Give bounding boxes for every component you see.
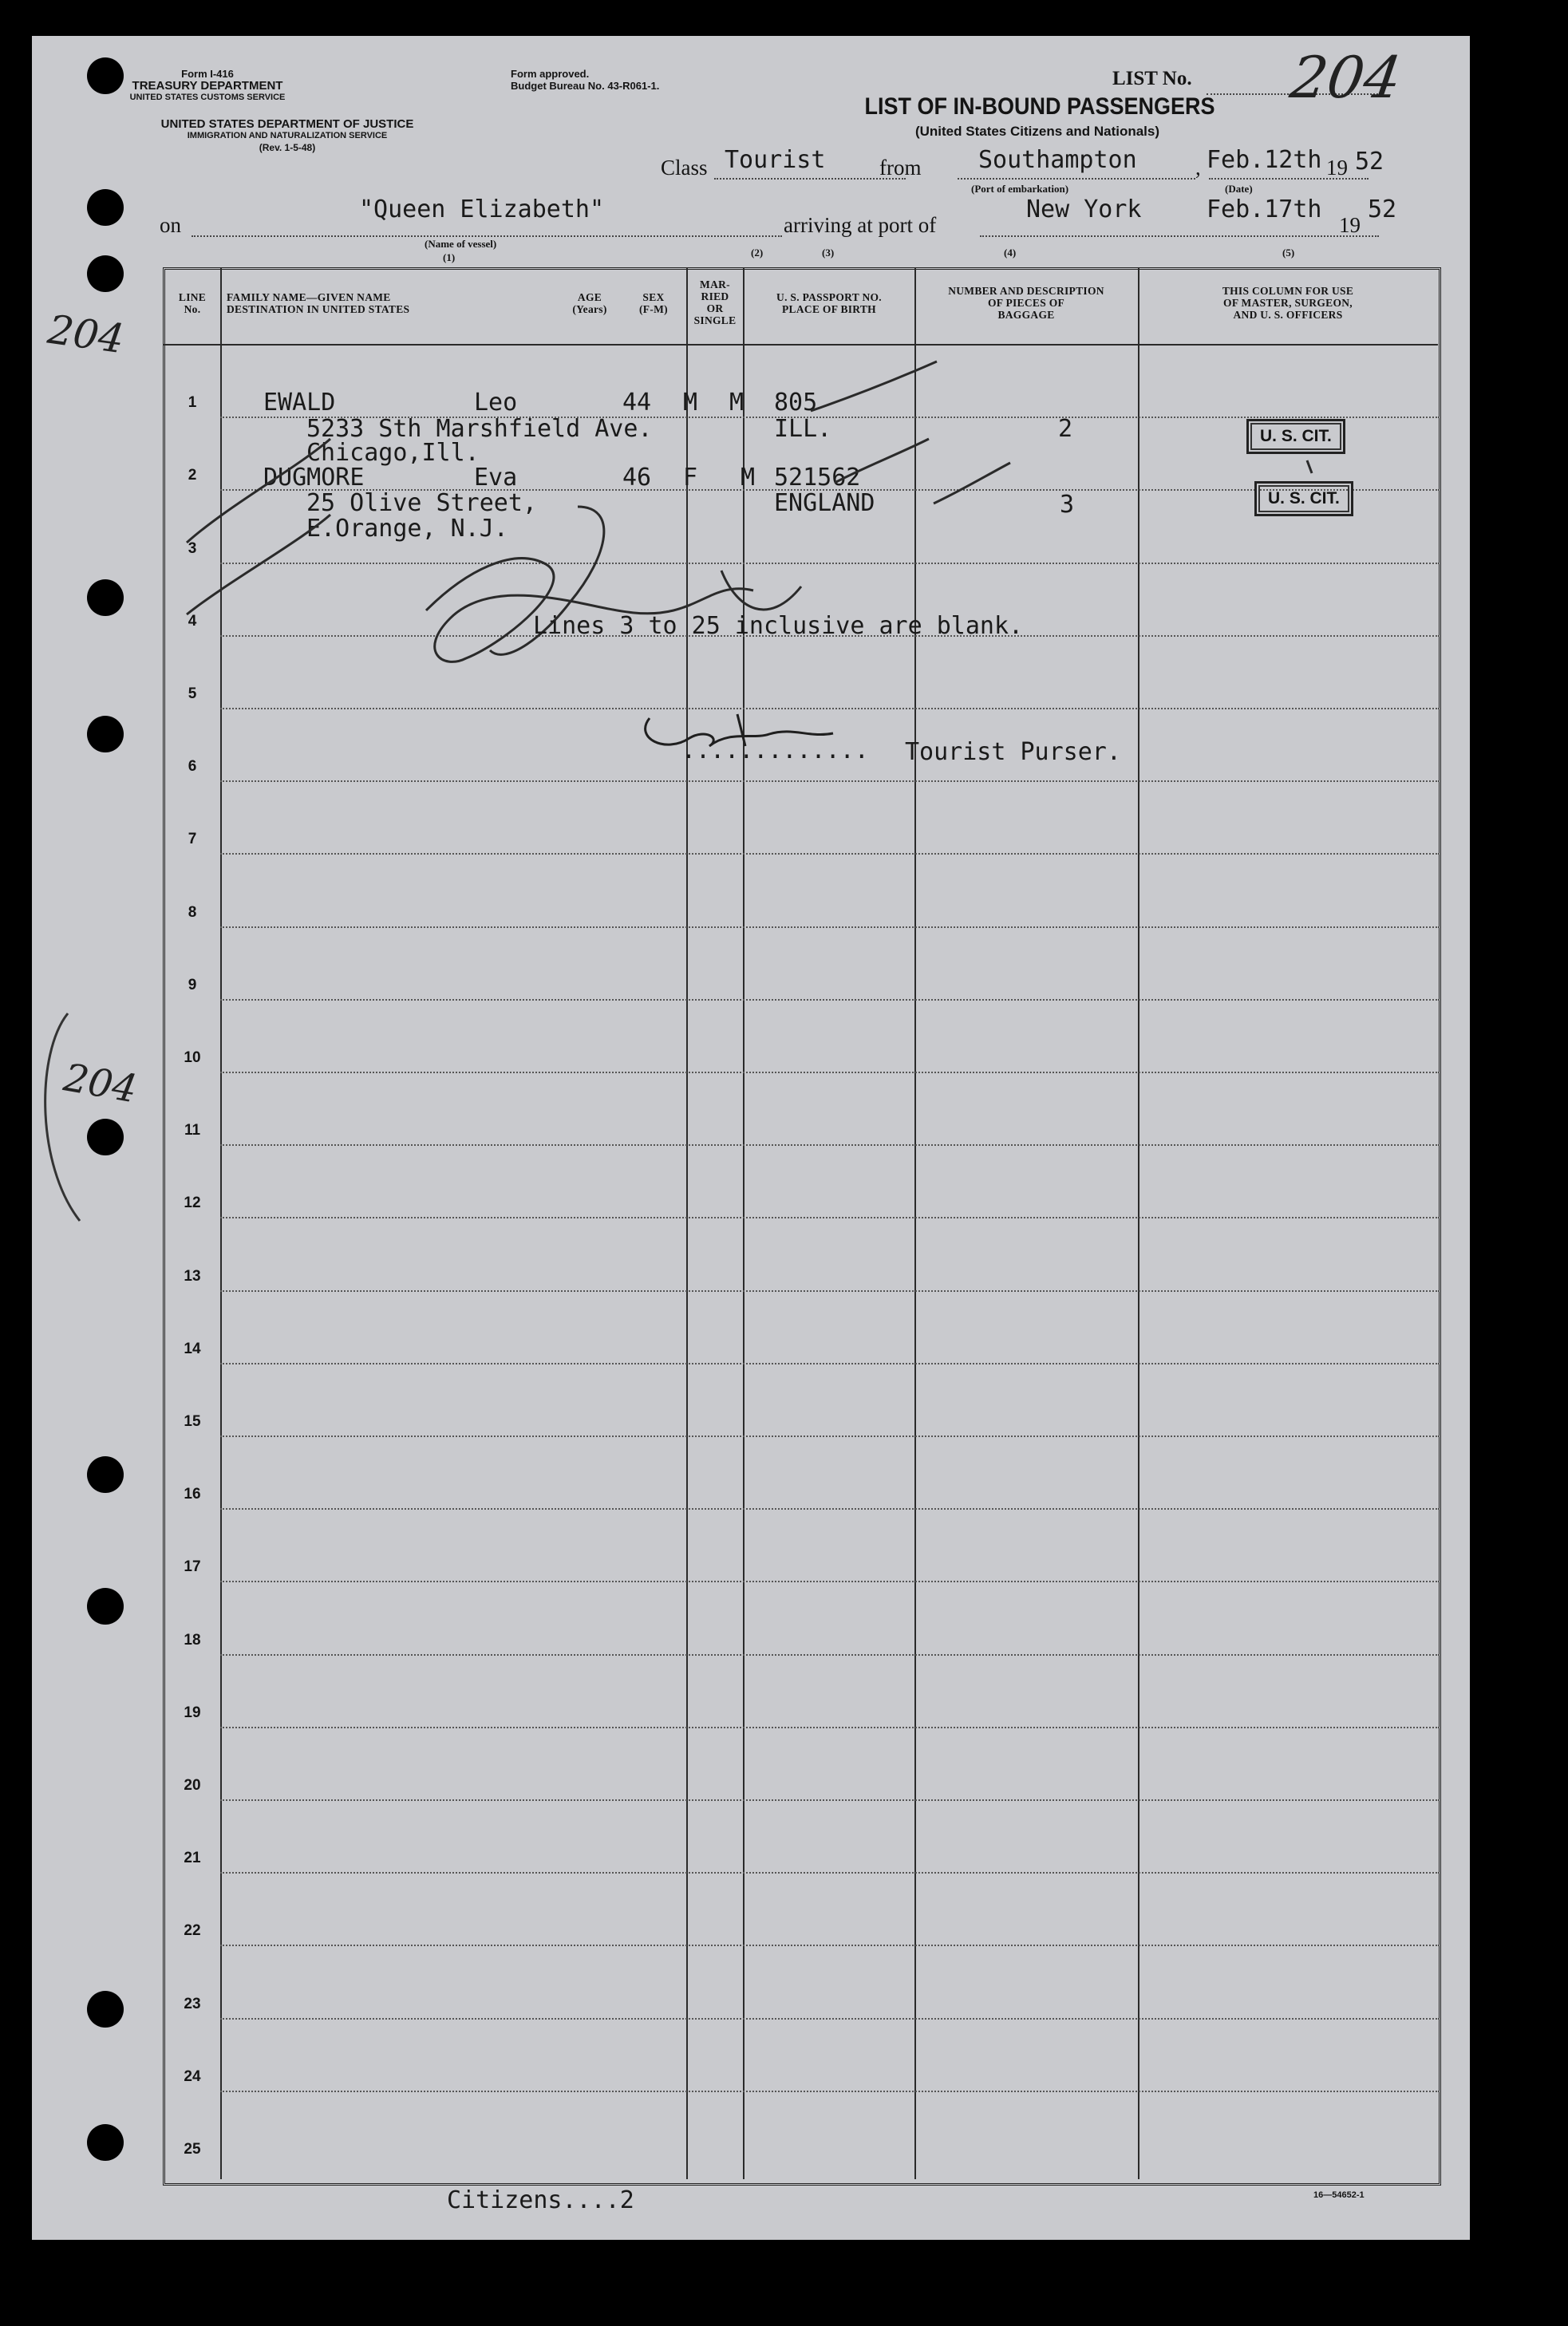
passenger-address: 25 Olive Street, [306, 489, 537, 517]
passenger-age: 44 [622, 389, 652, 417]
form-title: LIST OF IN-BOUND PASSENGERS [864, 93, 1215, 120]
naturalization-service: IMMIGRATION AND NATURALIZATION SERVICE [187, 131, 388, 140]
us-citizen-stamp: U. S. CIT. [1246, 419, 1345, 454]
row-divider [220, 1072, 1440, 1073]
row-divider [220, 780, 1440, 782]
blank-lines-note: Lines 3 to 25 inclusive are blank. [533, 612, 1024, 640]
form-header-left [128, 68, 287, 104]
punch-hole [87, 1456, 124, 1493]
punch-hole [87, 1588, 124, 1625]
passenger-address: E.Orange, N.J. [306, 515, 508, 543]
line-number: 14 [184, 1340, 201, 1357]
row-divider [220, 2018, 1440, 2020]
list-number-value: 204 [1286, 44, 1406, 111]
line-number: 15 [184, 1413, 201, 1430]
punch-hole [87, 255, 124, 292]
line-number: 10 [184, 1049, 201, 1066]
header-baggage: NUMBER AND DESCRIPTION OF PIECES OF BAGGAGE [948, 285, 1104, 321]
passenger-married: M [729, 389, 745, 417]
treasury-department: TREASURY DEPARTMENT [132, 79, 283, 93]
departure-year: 52 [1355, 148, 1384, 176]
passenger-given-name: Eva [474, 464, 518, 492]
form-approval [511, 68, 734, 92]
port-of-embarkation: Southampton [978, 146, 1137, 174]
on-label: on [160, 213, 181, 237]
line-number: 22 [184, 1922, 201, 1940]
punch-hole [87, 57, 124, 94]
row-divider [220, 1435, 1440, 1437]
port-caption: (Port of embarkation) [971, 183, 1069, 195]
line-number: 2 [188, 467, 197, 484]
customs-service: UNITED STATES CUSTOMS SERVICE [129, 93, 286, 102]
row-divider [220, 1945, 1440, 1946]
form-number: Form I-416 [181, 68, 234, 80]
class-value: Tourist [725, 146, 826, 174]
column-number: (5) [1282, 247, 1295, 259]
form-subtitle: (United States Citizens and Nationals) [914, 124, 1160, 139]
pen-check-marks [163, 267, 1438, 666]
arrival-year: 52 [1368, 195, 1397, 223]
line-number: 23 [184, 1995, 201, 2012]
passenger-table [163, 247, 1440, 2182]
form-approved: Form approved. [511, 68, 590, 80]
arrival-port: New York [1026, 195, 1142, 223]
header-officers: THIS COLUMN FOR USE OF MASTER, SURGEON, AND U. S. OFFICERS [1222, 285, 1354, 321]
header-age: AGE (Years) [572, 291, 607, 315]
passenger-given-name: Leo [474, 389, 518, 417]
row-divider [220, 1799, 1440, 1801]
citizens-count: Citizens....2 [447, 2186, 634, 2214]
margin-note: 204 [60, 1055, 140, 1112]
line-number: 21 [184, 1850, 201, 1867]
purser-title: Tourist Purser. [905, 738, 1121, 766]
from-label: from [879, 156, 922, 180]
year-prefix: 19 [1326, 156, 1348, 180]
line-number: 13 [184, 1267, 201, 1285]
header-married: MAR- RIED OR SINGLE [693, 278, 737, 326]
column-number: (2) [751, 247, 764, 259]
form-revision: (Rev. 1-5-48) [259, 142, 316, 153]
line-number: 12 [184, 1195, 201, 1212]
line-number: 17 [184, 1558, 201, 1576]
passenger-sex: M [683, 389, 698, 417]
row-divider [220, 1290, 1440, 1292]
date-caption: (Date) [1225, 183, 1253, 195]
line-number: 24 [184, 2067, 201, 2085]
line-number: 20 [184, 1777, 201, 1794]
justice-department: UNITED STATES DEPARTMENT OF JUSTICE [160, 117, 414, 131]
line-number: 19 [184, 1704, 201, 1721]
line-number: 16 [184, 1486, 201, 1503]
purser-signature-dots: ............. [681, 737, 869, 764]
departure-date: Feb.12th [1207, 146, 1322, 174]
vessel-caption: (Name of vessel) [425, 238, 497, 250]
row-divider [220, 853, 1440, 855]
passenger-family-name: DUGMORE [263, 464, 365, 492]
row-divider [220, 926, 1440, 928]
punch-hole [87, 716, 124, 752]
list-number-label: LIST No. [1112, 68, 1192, 89]
row-divider [220, 1727, 1440, 1728]
column-number: (3) [822, 247, 835, 259]
line-number: 6 [188, 758, 197, 776]
punch-hole [87, 189, 124, 226]
passenger-birthplace: ILL. [774, 415, 832, 443]
line-number: 8 [188, 903, 197, 921]
passenger-passport: 805 [774, 389, 818, 417]
line-number: 9 [188, 976, 197, 993]
line-number: 4 [188, 612, 197, 630]
form-header-justice [160, 118, 415, 154]
line-number: 1 [188, 394, 197, 412]
row-divider [220, 1217, 1440, 1218]
document-page: Form I-416 TREASURY DEPARTMENT UNITED STATES CUSTOMS SERVICE UNITED STATES DEPARTMENT OF JUSTICE IMMIGRATION AND NATURALIZATION SERVICE (Rev. 1-5-48) Form approved. Budget Bureau No. 43-R061-1. LIST No. 204 LIST OF IN-BOUND PASSENGERS (United States Citizens and Nationals) Class Tourist from Southampton (Port of embarkation) , Feb.12th (Date) 19 52 on "Queen Elizabeth" (Name of vessel) (1) arriving at port of New York Feb.17th 19 52 204 204 (2) (3) (4) (5) LINE No. FAMILY NAME—GIVEN NAME DESTINATION IN UNITED STATES AGE (Years) SEX (F-M) MAR- RIED OR SINGLE U. S. PASSPORT NO. PLACE OF BIRTH NUMBER AND DESCRIPTION OF PIECES OF BAGGAGE THIS COLUMN FOR USE OF MASTER, SURGEON, AND U. S. OFFICERS 1 2 3 4 5 6 7 8 9 10 11 12 13 14 15 16 17 18 19 20 21 22 23 24 25 EWALD Leo 5233 Sth Marshfield Ave. Chicago,Ill. 44 M M 805 ILL. 2 U. S. CIT. DUGMORE Eva 25 Olive Street, E.Orange, N.J. 46 F M 521562 ENGLAND 3 U. S. CIT. Lines 3 to 25 inclusive are blank. ............. Tourist Purser. Citizens....2 16—54652-1 [32, 36, 1470, 2240]
passenger-baggage: 3 [1060, 491, 1075, 519]
print-code: 16—54652-1 [1313, 2190, 1365, 2200]
header-line-no: LINE No. [178, 291, 207, 315]
row-divider [220, 1654, 1440, 1656]
passenger-address: 5233 Sth Marshfield Ave. [306, 415, 653, 443]
vessel-name: "Queen Elizabeth" [359, 195, 605, 223]
header-name: FAMILY NAME—GIVEN NAME DESTINATION IN UNITED STATES [227, 291, 410, 315]
punch-hole [87, 1991, 124, 2028]
passenger-sex: F [683, 464, 698, 492]
row-divider [220, 1581, 1440, 1582]
row-divider [220, 1144, 1440, 1146]
row-divider [220, 1363, 1440, 1364]
passenger-family-name: EWALD [263, 389, 336, 417]
row-divider [220, 2091, 1440, 2092]
line-number: 3 [188, 539, 197, 557]
line-number: 7 [188, 831, 197, 848]
header-passport: U. S. PASSPORT NO. PLACE OF BIRTH [776, 291, 882, 315]
margin-stamp-mark [32, 1005, 104, 1237]
margin-note: 204 [45, 306, 128, 363]
line-number: 11 [184, 1122, 201, 1139]
line-number: 18 [184, 1631, 201, 1649]
column-number: (4) [1004, 247, 1017, 259]
passenger-age: 46 [622, 464, 652, 492]
header-sex: SEX (F-M) [639, 291, 668, 315]
passenger-birthplace: ENGLAND [774, 489, 875, 517]
row-divider [220, 1508, 1440, 1510]
us-citizen-stamp: U. S. CIT. [1254, 481, 1353, 516]
punch-hole [87, 2124, 124, 2161]
passenger-passport: 521562 [774, 464, 861, 492]
arrival-date: Feb.17th [1207, 195, 1322, 223]
row-divider [220, 1872, 1440, 1874]
line-number: 5 [188, 685, 197, 702]
row-divider [220, 999, 1440, 1001]
budget-bureau: Budget Bureau No. 43-R061-1. [511, 80, 660, 92]
punch-hole [87, 579, 124, 616]
arriving-label: arriving at port of [784, 213, 937, 237]
line-number: 25 [184, 2141, 201, 2158]
passenger-baggage: 2 [1058, 415, 1073, 443]
passenger-married: M [741, 464, 756, 492]
passenger-address: Chicago,Ill. [306, 439, 480, 467]
class-label: Class [661, 156, 708, 180]
